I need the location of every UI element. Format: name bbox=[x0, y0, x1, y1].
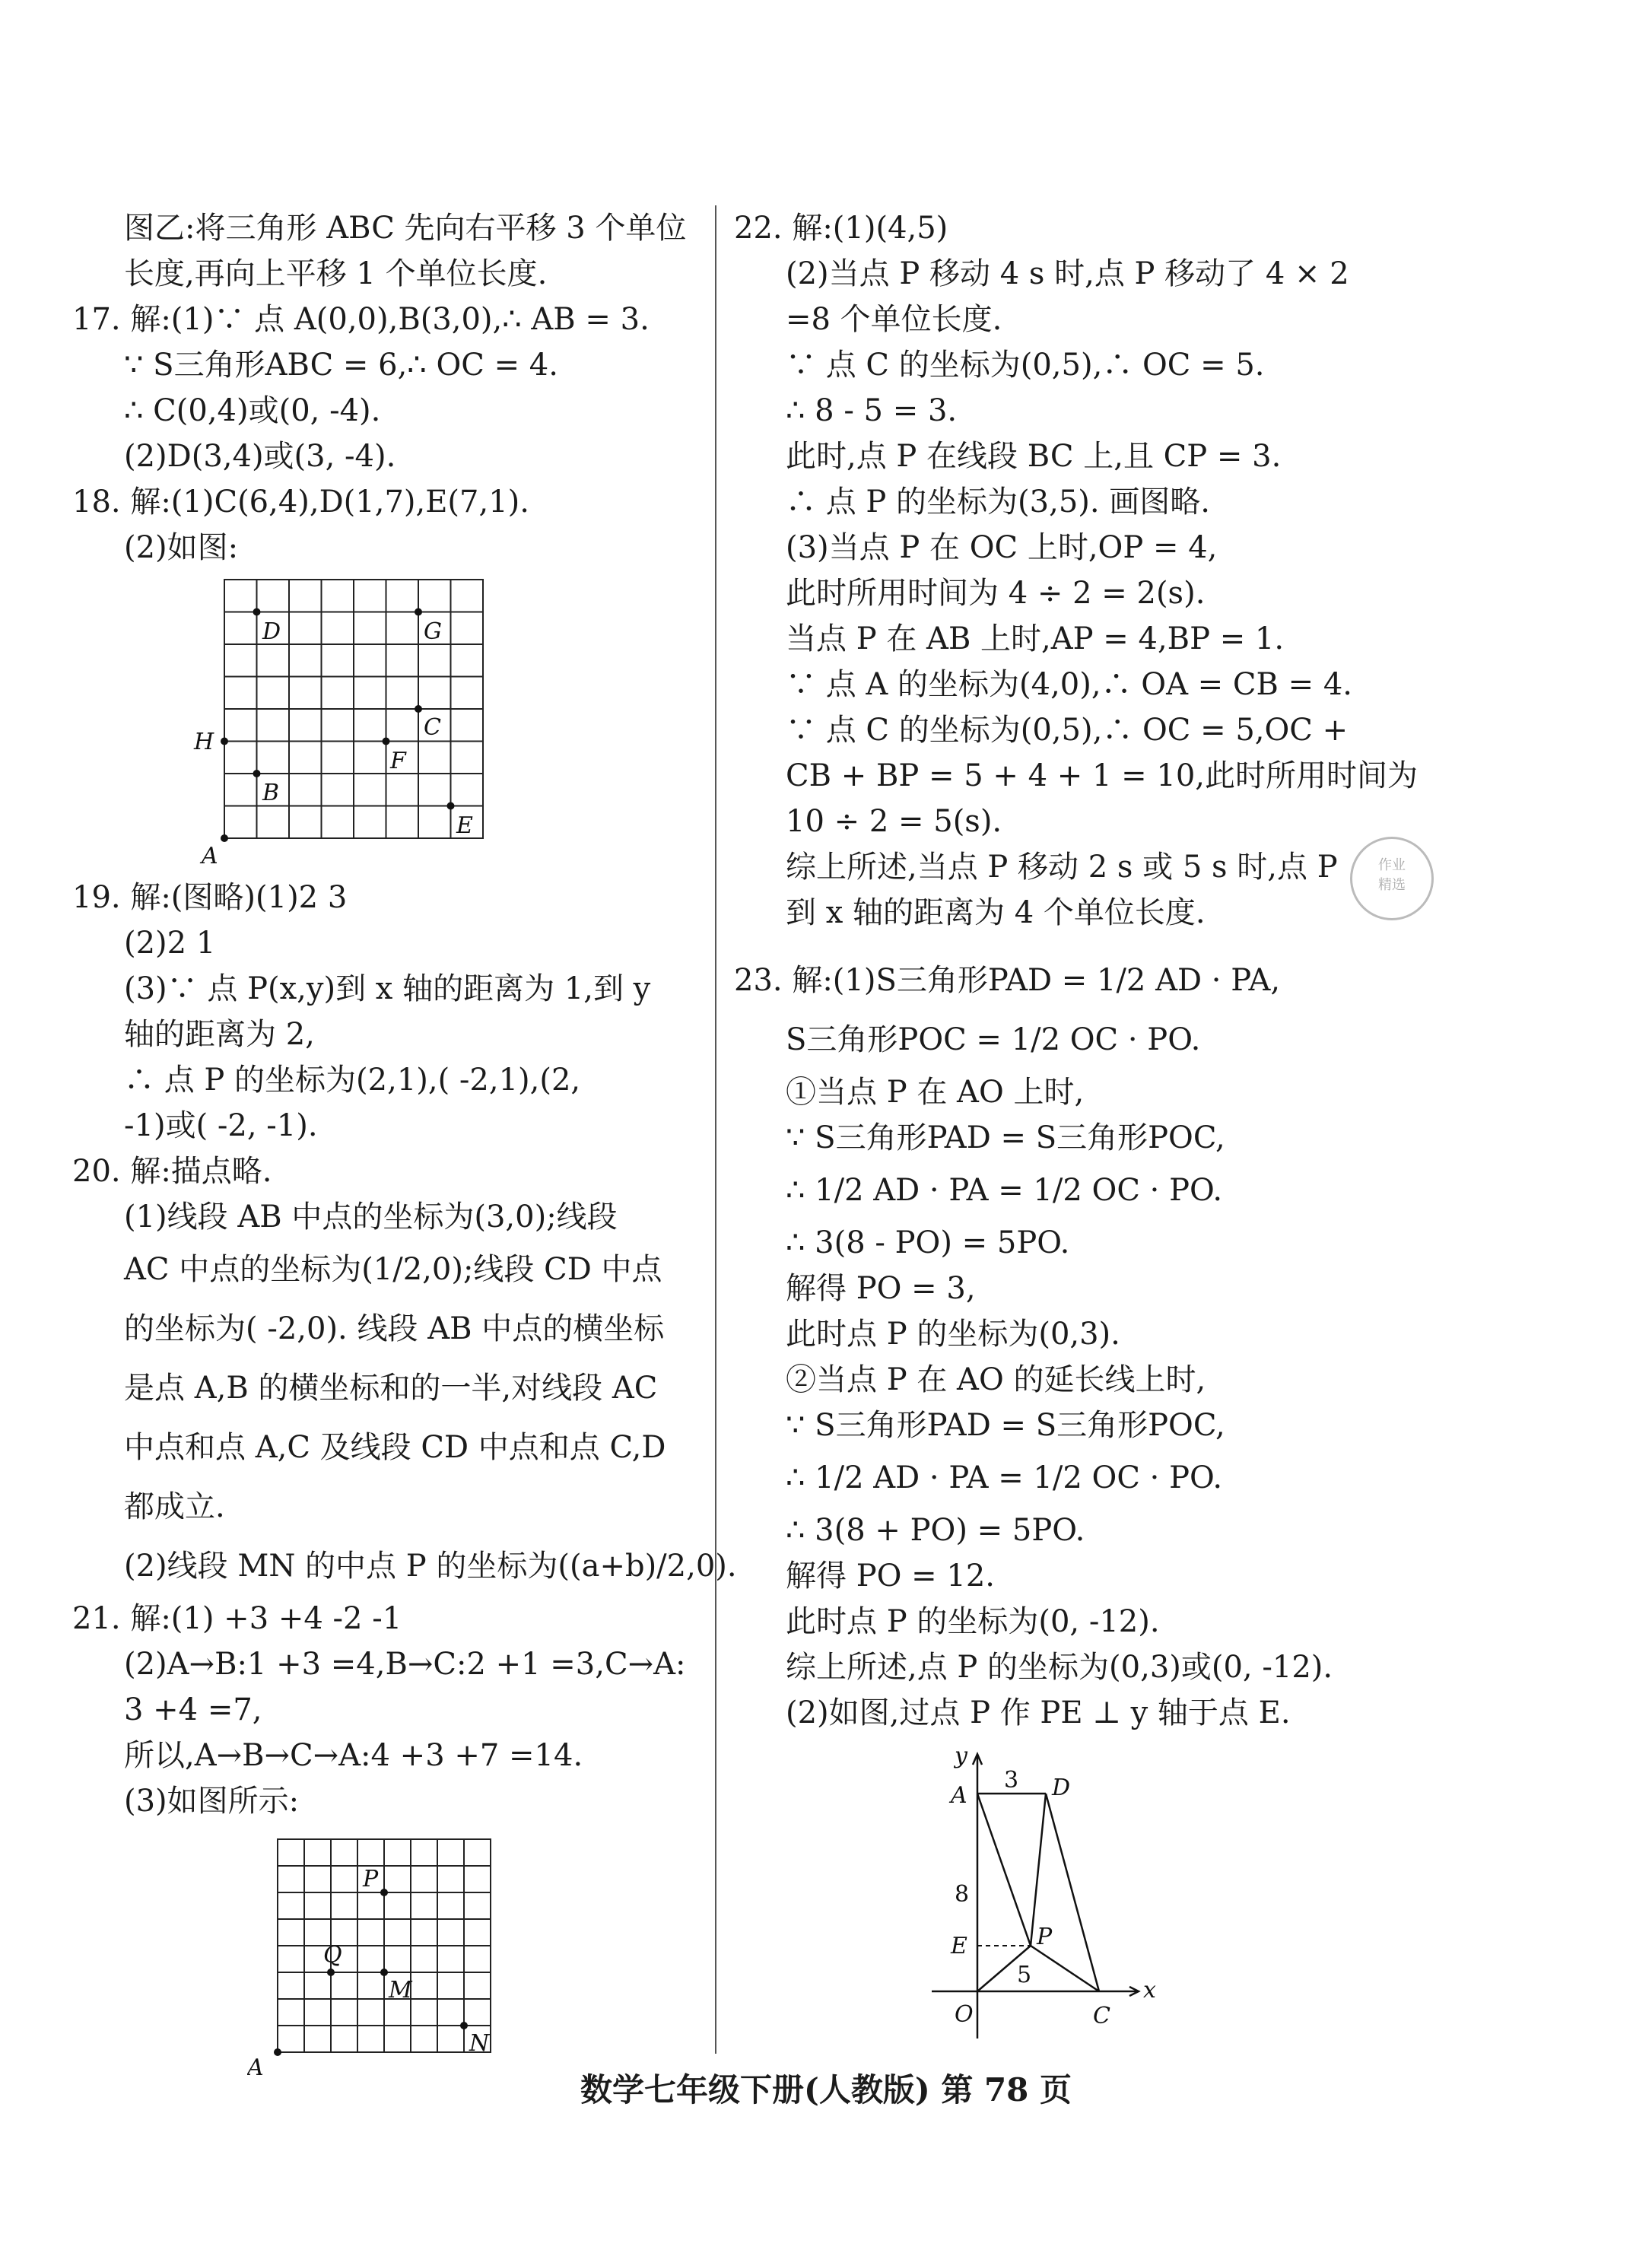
text-line: (2)D(3,4)或(3, -4). bbox=[124, 439, 396, 474]
text-line: (2)如图,过点 P 作 PE ⊥ y 轴于点 E. bbox=[786, 1695, 1291, 1730]
point-q bbox=[327, 1969, 335, 1976]
text-line: 中点和点 A,C 及线段 CD 中点和点 C,D bbox=[124, 1430, 666, 1465]
stamp-line: 作业 bbox=[1378, 857, 1406, 873]
text-line: (2)2 1 bbox=[124, 926, 216, 961]
text-line: 此时点 P 的坐标为(0, -12). bbox=[786, 1604, 1160, 1639]
text-line: 23. 解:(1)S三角形PAD = 1/2 AD · PA, bbox=[734, 963, 1281, 998]
left-column bbox=[72, 205, 737, 2098]
text-line: 3 +4 =7, bbox=[124, 1692, 262, 1727]
text-line: (2)如图: bbox=[124, 530, 239, 565]
label-p: P bbox=[1037, 1924, 1053, 1950]
text-line: ∴ 1/2 AD · PA = 1/2 OC · PO. bbox=[786, 1460, 1223, 1495]
text-line: 到 x 轴的距离为 4 个单位长度. bbox=[786, 895, 1206, 930]
text-line: 的坐标为( -2,0). 线段 AB 中点的横坐标 bbox=[124, 1311, 665, 1346]
figure-21-grid bbox=[247, 1832, 567, 2090]
text-line: (2)当点 P 移动 4 s 时,点 P 移动了 4 × 2 bbox=[786, 256, 1349, 291]
point-a bbox=[274, 2048, 281, 2056]
text-line: 是点 A,B 的横坐标和的一半,对线段 AC bbox=[124, 1371, 658, 1406]
text-line: 解得 PO = 12. bbox=[786, 1559, 995, 1594]
text-line: ②当点 P 在 AO 的延长线上时, bbox=[786, 1362, 1206, 1397]
figure-23-diagram bbox=[917, 1740, 1236, 2045]
text-line: (1)线段 AB 中点的坐标为(3,0);线段 bbox=[124, 1200, 618, 1235]
text-line: (3)∵ 点 P(x,y)到 x 轴的距离为 1,到 y bbox=[124, 971, 651, 1006]
point-c bbox=[415, 705, 422, 713]
label-o: O bbox=[955, 2001, 974, 2028]
point-b bbox=[253, 770, 261, 777]
point-e bbox=[447, 802, 455, 810]
text-line: ∵ 点 A 的坐标为(4,0),∴ OA = CB = 4. bbox=[786, 667, 1353, 702]
text-line: 10 ÷ 2 = 5(s). bbox=[786, 804, 1002, 839]
figure-18-grid bbox=[118, 578, 513, 867]
label-p: P bbox=[363, 1866, 379, 1892]
text-line: ∵ S三角形PAD = S三角形POC, bbox=[786, 1408, 1225, 1443]
text-line: (2)A→B:1 +3 =4,B→C:2 +1 =3,C→A: bbox=[124, 1647, 686, 1682]
point-p bbox=[380, 1889, 388, 1896]
label-b: B bbox=[262, 780, 280, 806]
label-c: C bbox=[1093, 2003, 1110, 2029]
text-line: 轴的距离为 2, bbox=[124, 1017, 315, 1052]
stamp-line: 精选 bbox=[1378, 877, 1406, 893]
text-line: ∵ S三角形ABC = 6,∴ OC = 4. bbox=[124, 348, 558, 383]
text-line: ∴ 3(8 - PO) = 5PO. bbox=[786, 1225, 1070, 1260]
text-line: 此时点 P 的坐标为(0,3). bbox=[786, 1317, 1120, 1352]
text-line: 22. 解:(1)(4,5) bbox=[734, 211, 948, 246]
text-line: 21. 解:(1) +3 +4 -2 -1 bbox=[72, 1601, 402, 1636]
text-line: CB + BP = 5 + 4 + 1 = 10,此时所用时间为 bbox=[786, 758, 1418, 793]
text-line: ∴ 点 P 的坐标为(2,1),( -2,1),(2, bbox=[124, 1063, 581, 1098]
label-y: y bbox=[955, 1743, 967, 1769]
text-line: S三角形POC = 1/2 OC · PO. bbox=[786, 1022, 1201, 1057]
column-divider bbox=[715, 205, 716, 2054]
text-line: ∵ 点 C 的坐标为(0,5),∴ OC = 5. bbox=[786, 348, 1265, 383]
text-line: 都成立. bbox=[124, 1489, 225, 1524]
label-c: C bbox=[424, 714, 441, 741]
text-line: 图乙:将三角形 ABC 先向右平移 3 个单位 bbox=[124, 211, 687, 246]
label-a: A bbox=[951, 1782, 967, 1809]
text-line: (2)线段 MN 的中点 P 的坐标为((a+b)/2,0). bbox=[124, 1549, 737, 1584]
text-line: ∴ C(0,4)或(0, -4). bbox=[124, 393, 381, 428]
text-line: 19. 解:(图略)(1)2 3 bbox=[72, 880, 348, 915]
right-column bbox=[734, 205, 1418, 2045]
text-line: AC 中点的坐标为(1/2,0);线段 CD 中点 bbox=[124, 1252, 662, 1287]
point-f bbox=[383, 738, 390, 745]
point-n bbox=[460, 2022, 468, 2029]
text-line: 综上所述,点 P 的坐标为(0,3)或(0, -12). bbox=[786, 1650, 1333, 1685]
text-line: 18. 解:(1)C(6,4),D(1,7),E(7,1). bbox=[72, 485, 529, 520]
text-line: ∴ 1/2 AD · PA = 1/2 OC · PO. bbox=[786, 1173, 1223, 1208]
text-line: 所以,A→B→C→A:4 +3 +7 =14. bbox=[124, 1738, 583, 1773]
label-h: H bbox=[194, 729, 214, 755]
label-g: G bbox=[424, 618, 442, 645]
text-line: ∵ S三角形PAD = S三角形POC, bbox=[786, 1120, 1225, 1155]
text-line: 此时所用时间为 4 ÷ 2 = 2(s). bbox=[786, 576, 1206, 611]
text-line: (3)当点 P 在 OC 上时,OP = 4, bbox=[786, 530, 1218, 565]
label-8: 8 bbox=[955, 1881, 970, 1908]
text-line: 解得 PO = 3, bbox=[786, 1271, 976, 1306]
text-line: ∴ 8 - 5 = 3. bbox=[786, 393, 958, 428]
text-line: 此时,点 P 在线段 BC 上,且 CP = 3. bbox=[786, 439, 1282, 474]
page-footer: 数学七年级下册(人教版) 第 78 页 bbox=[580, 2071, 1072, 2108]
text-line: -1)或( -2, -1). bbox=[124, 1108, 318, 1143]
text-line: ①当点 P 在 AO 上时, bbox=[786, 1075, 1085, 1110]
text-line: ∴ 3(8 + PO) = 5PO. bbox=[786, 1513, 1085, 1548]
text-line: 20. 解:描点略. bbox=[72, 1154, 272, 1189]
text-line: (3)如图所示: bbox=[124, 1784, 300, 1819]
text-line: 长度,再向上平移 1 个单位长度. bbox=[124, 256, 548, 291]
label-n: N bbox=[469, 2030, 490, 2057]
text-line: ∵ 点 C 的坐标为(0,5),∴ OC = 5,OC + bbox=[786, 713, 1349, 748]
text-line: 综上所述,当点 P 移动 2 s 或 5 s 时,点 P bbox=[786, 850, 1338, 885]
text-line: =8 个单位长度. bbox=[786, 302, 1002, 337]
label-d: D bbox=[262, 618, 281, 645]
label-a: A bbox=[202, 843, 218, 867]
label-d: D bbox=[1052, 1775, 1071, 1801]
point-h bbox=[221, 738, 228, 745]
text-line: 当点 P 在 AB 上时,AP = 4,BP = 1. bbox=[786, 621, 1285, 656]
label-m: M bbox=[389, 1977, 412, 2004]
point-a bbox=[221, 834, 228, 842]
label-q: Q bbox=[323, 1942, 342, 1969]
label-e: E bbox=[456, 812, 473, 839]
label-5: 5 bbox=[1017, 1962, 1032, 1988]
text-line: 17. 解:(1)∵ 点 A(0,0),B(3,0),∴ AB = 3. bbox=[72, 302, 650, 337]
point-m bbox=[380, 1969, 388, 1976]
watermark-stamp bbox=[1350, 837, 1434, 920]
label-e: E bbox=[951, 1933, 967, 1959]
label-3: 3 bbox=[1004, 1767, 1019, 1794]
point-g bbox=[415, 609, 422, 616]
label-a: A bbox=[247, 2054, 264, 2081]
point-d bbox=[253, 609, 261, 616]
label-x: x bbox=[1143, 1977, 1156, 2004]
label-f: F bbox=[390, 748, 406, 774]
text-line: ∴ 点 P 的坐标为(3,5). 画图略. bbox=[786, 485, 1211, 520]
